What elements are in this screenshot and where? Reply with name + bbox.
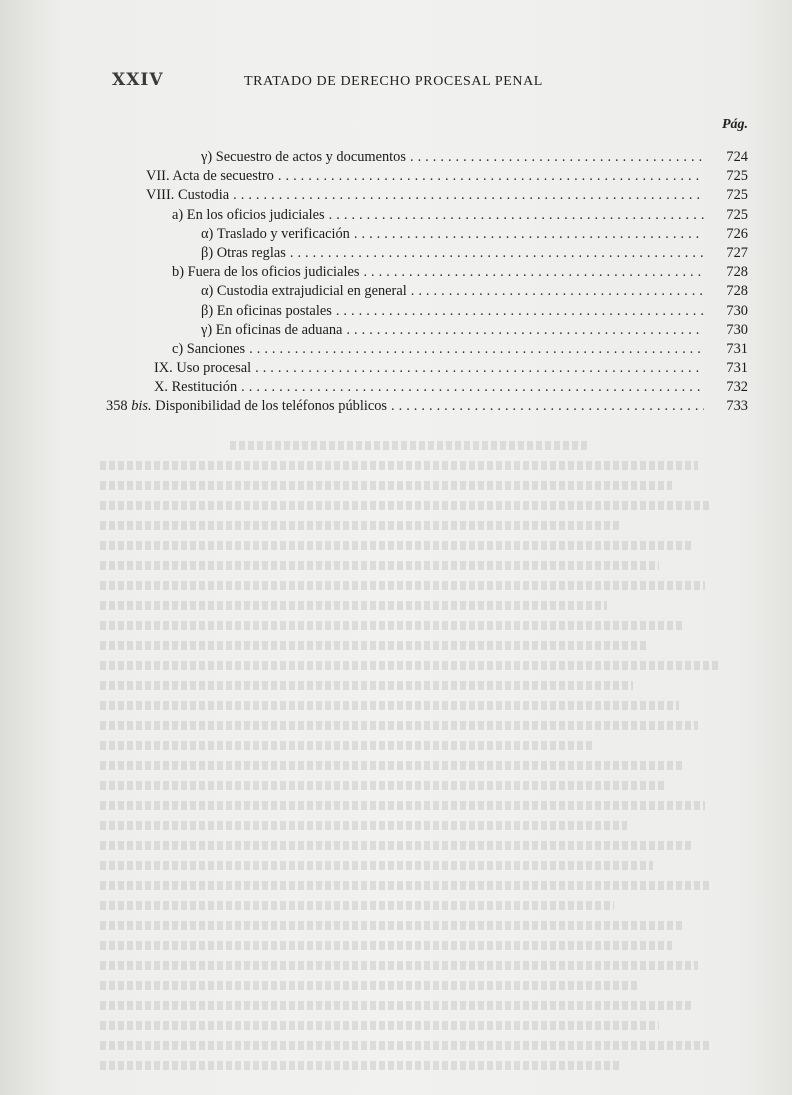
toc-entry	[106, 340, 748, 359]
toc-entry-page: 728	[726, 283, 748, 300]
toc-entry	[106, 302, 748, 321]
toc-entry-title: X. Restitución	[154, 379, 238, 396]
running-title: TRATADO DE DERECHO PROCESAL PENAL	[244, 74, 543, 89]
toc-entry	[106, 167, 748, 186]
toc-leader-dots	[233, 186, 704, 205]
toc-entry	[106, 359, 748, 378]
toc-entry	[106, 225, 748, 244]
toc-leader-dots	[290, 244, 704, 263]
toc-entry	[106, 206, 748, 225]
toc-entry	[106, 148, 748, 167]
toc-entry	[106, 186, 748, 205]
toc-entry-title: α) Custodia extrajudicial en general	[201, 283, 407, 300]
toc-entry-page: 731	[726, 340, 748, 357]
toc-entry-page: 724	[726, 149, 748, 165]
toc-leader-dots	[354, 225, 704, 244]
page-number: XXIV	[112, 70, 164, 90]
toc-entry-page: 731	[726, 360, 748, 377]
toc-entry-title: β) En oficinas postales	[201, 302, 332, 319]
toc-entry-page: 727	[726, 244, 748, 261]
table-of-contents	[106, 148, 748, 417]
toc-entry-title: γ) Secuestro de actos y documentos	[201, 149, 406, 165]
toc-entry-title: VIII. Custodia	[146, 187, 230, 204]
toc-entry-title: α) Traslado y verificación	[201, 225, 350, 242]
toc-entry-page: 733	[726, 398, 748, 415]
toc-entry-title: c) Sanciones	[172, 340, 246, 357]
toc-leader-dots	[329, 206, 704, 225]
toc-leader-dots	[410, 148, 704, 167]
toc-entry	[106, 244, 748, 263]
toc-entry-title: b) Fuera de los oficios judiciales	[172, 264, 360, 281]
toc-leader-dots	[249, 340, 704, 359]
toc-entry-title: 358 bis. Disponibilidad de los teléfonos públicos	[106, 398, 388, 415]
toc-entry	[106, 282, 748, 301]
toc-entry-page: 730	[726, 302, 748, 319]
toc-entry-title: VII. Acta de secuestro	[146, 168, 274, 185]
toc-entry	[106, 397, 748, 416]
toc-entry-title: β) Otras reglas	[201, 244, 286, 261]
toc-leader-dots	[278, 167, 704, 186]
toc-leader-dots	[391, 397, 704, 416]
bleed-through-text	[100, 430, 750, 1090]
toc-entry-title: γ) En oficinas de aduana	[201, 321, 343, 338]
toc-entry	[106, 263, 748, 282]
toc-entry-page: 726	[726, 225, 748, 242]
toc-leader-dots	[336, 302, 704, 321]
toc-leader-dots	[411, 282, 704, 301]
toc-entry-page: 732	[726, 379, 748, 396]
toc-leader-dots	[241, 378, 704, 397]
toc-leader-dots	[363, 263, 704, 282]
page-column-label: Pág.	[721, 117, 748, 132]
toc-entry-page: 725	[726, 206, 748, 223]
toc-leader-dots	[346, 321, 704, 340]
toc-entry-page: 725	[726, 187, 748, 204]
toc-entry-page: 725	[726, 168, 748, 185]
toc-entry-page: 730	[726, 321, 748, 338]
toc-leader-dots	[255, 359, 704, 378]
toc-entry-title: IX. Uso procesal	[154, 360, 252, 377]
page-header	[112, 70, 752, 94]
toc-entry	[106, 321, 748, 340]
toc-entry-page: 728	[726, 264, 748, 281]
toc-entry-title: a) En los oficios judiciales	[172, 206, 325, 223]
toc-entry	[106, 378, 748, 397]
